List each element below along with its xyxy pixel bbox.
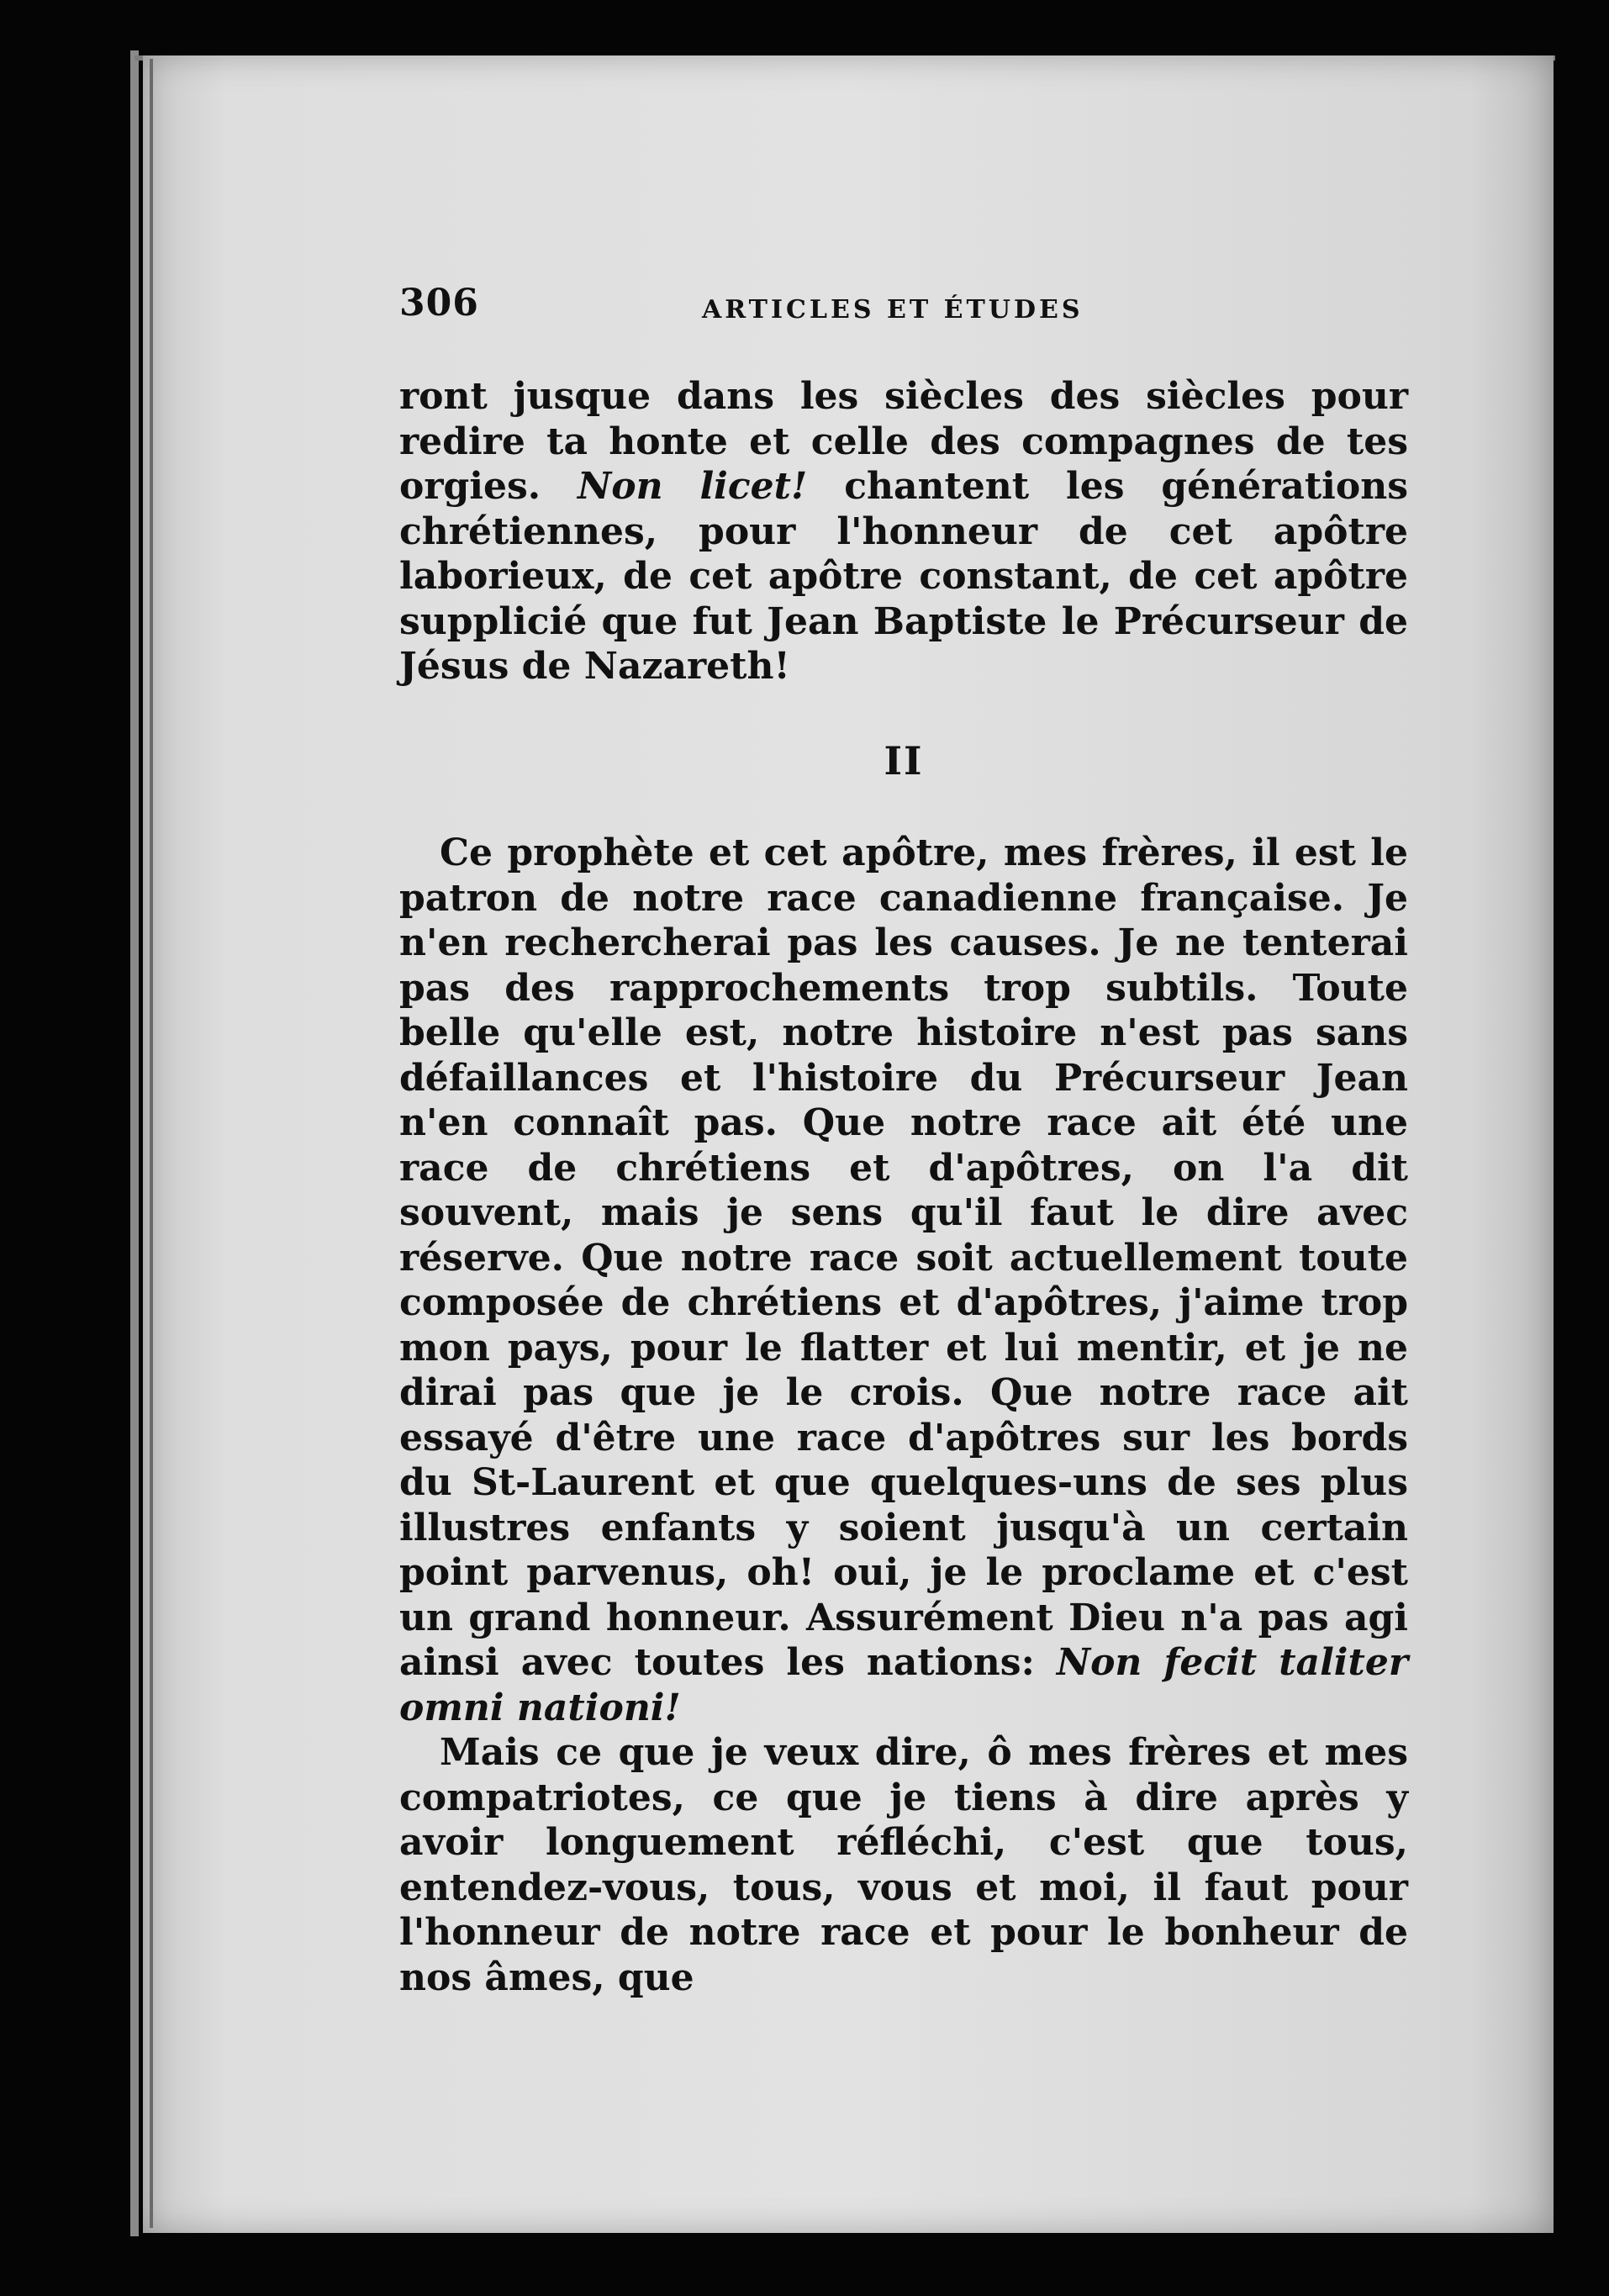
latin-phrase: Non licet! <box>578 465 808 508</box>
running-head: ARTICLES ET ÉTUDES <box>702 295 1084 325</box>
text-block-top <box>399 374 1408 689</box>
page-edge-inner <box>150 59 153 2228</box>
paragraph <box>399 1730 1408 2000</box>
page-number: 306 <box>399 282 479 325</box>
paragraph-text: Mais ce que je veux dire, ô mes frères et mes compatriotes, ce que je tiens à dire après y avoir longuement réfléchi, c'est que tous, entendez-vous, tous, vous et moi, il faut pour l'honneur de notre race et pour le bonheur de nos âmes, que <box>399 1731 1408 1999</box>
paragraph-continuation <box>399 374 1408 689</box>
paragraph <box>399 831 1408 1730</box>
paragraph-text: ront jusque dans les siècles des siècles pour redire ta honte et celle des compagnes de tes orgies. <box>399 375 1408 508</box>
page-edge <box>130 50 139 2236</box>
latin-phrase: Non fecit taliter omni nationi! <box>399 1641 1408 1729</box>
page-header <box>399 282 1408 340</box>
paragraph-text: Ce prophète et cet apôtre, mes frères, il est le patron de notre race canadienne française. Je n'en rechercherai pas les causes. Je ne tenterai pas des rapprochements trop subtils. Toute belle qu'elle est, notre histoire n'est pas sans défaillances et l'histoire du Précurseur Jean n'en connaît pas. Que notre race ait été une race de chrétiens et d'apôtres, on l'a dit souvent, mais je sens qu'il faut le dire avec réserve. Que notre race soit actuellement toute composée de chrétiens et d'apôtres, j'aime trop mon pays, pour le flatter et lui mentir, et je ne dirai pas que je le crois. Que notre race ait essayé d'être une race d'apôtres sur les bords du St-Laurent et que quelques-uns de ses plus illustres enfants y soient jusqu'à un certain point parvenus, oh! oui, je le proclame et c'est un grand honneur. Assurément Dieu n'a pas agi ainsi avec toutes les nations: <box>399 831 1408 1684</box>
section-heading: II <box>884 738 924 784</box>
paragraph-text: chantent les générations chrétiennes, pour l'honneur de cet apôtre laborieux, de cet apôtre constant, de cet apôtre supplicié que fut Jean Baptiste le Précurseur de Jésus de Nazareth! <box>399 465 1408 688</box>
text-block-main <box>399 831 1408 2000</box>
